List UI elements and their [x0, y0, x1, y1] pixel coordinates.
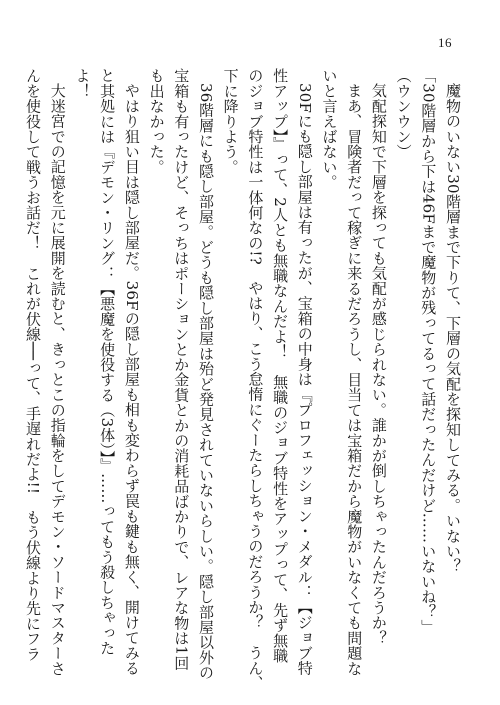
- text-line: まあ、冒険者だって稼ぎに来るだろうし、目当ては宝箱だから魔物がいなくても問題な: [345, 83, 364, 676]
- text-line: 大迷宮での記憶を元に展開を読むと、きっとこの指輪をしてデモン・ソードマスターさ: [48, 83, 67, 676]
- text-line: 魔物のいない30階層まで下りて、下層の気配を探知してみる。いない？: [444, 83, 462, 574]
- text-line: やはり狙い目は隠し部屋だ。36Fの隠し部屋も相も変わらず罠も鍵も無く、開けてみる: [122, 83, 141, 676]
- page-number: 16: [438, 35, 452, 50]
- text-line: んを使役して戦うお話だ！ これが伏線──って、手遅れだよ!! もう伏線より先にフラ: [24, 68, 43, 662]
- text-line: （ウンウン）: [394, 68, 413, 160]
- text-line: よ！: [73, 68, 92, 99]
- text-line: 36階層にも隠し部屋。どうも隠し部屋は殆ど発見されていないらしい。隠し部屋以外の: [196, 83, 215, 681]
- text-line: も出なかった。: [147, 68, 166, 175]
- text-line: 気配探知で下層を探っても気配が感じられない。誰かが倒しちゃったんだろうか？: [369, 83, 388, 646]
- body-text: [24, 68, 465, 691]
- text-line: と其処には『デモン・リング：【悪魔を使役する（3体）】』……ってもう殺しちゃった: [98, 68, 117, 656]
- text-line: 30Fにも隠し部屋は有ったが、宝箱の中身は『プロフェッション・メダル：【ジョブ特: [295, 83, 314, 676]
- text-line: いと言えばない。: [320, 68, 339, 190]
- text-line: 性アップ】』って、2人とも無職なんだよ！ 無職のジョブ特性をアップって、先ず無職: [271, 68, 290, 664]
- text-line: 宝箱も有ったけど、そっちはポーションとか金貨とかの消耗品ばかりで、レアな物は1回: [172, 68, 191, 671]
- text-line: のジョブ特性は一体何なの!? やはり、こう怠惰にぐーたらしちゃうのだろうか？ うん、: [246, 68, 265, 691]
- text-line: 「30階層から下は46Fまで魔物が残ってるって話だったんだけど……いないね？」: [419, 68, 438, 635]
- text-line: 下に降りよう。: [221, 68, 240, 175]
